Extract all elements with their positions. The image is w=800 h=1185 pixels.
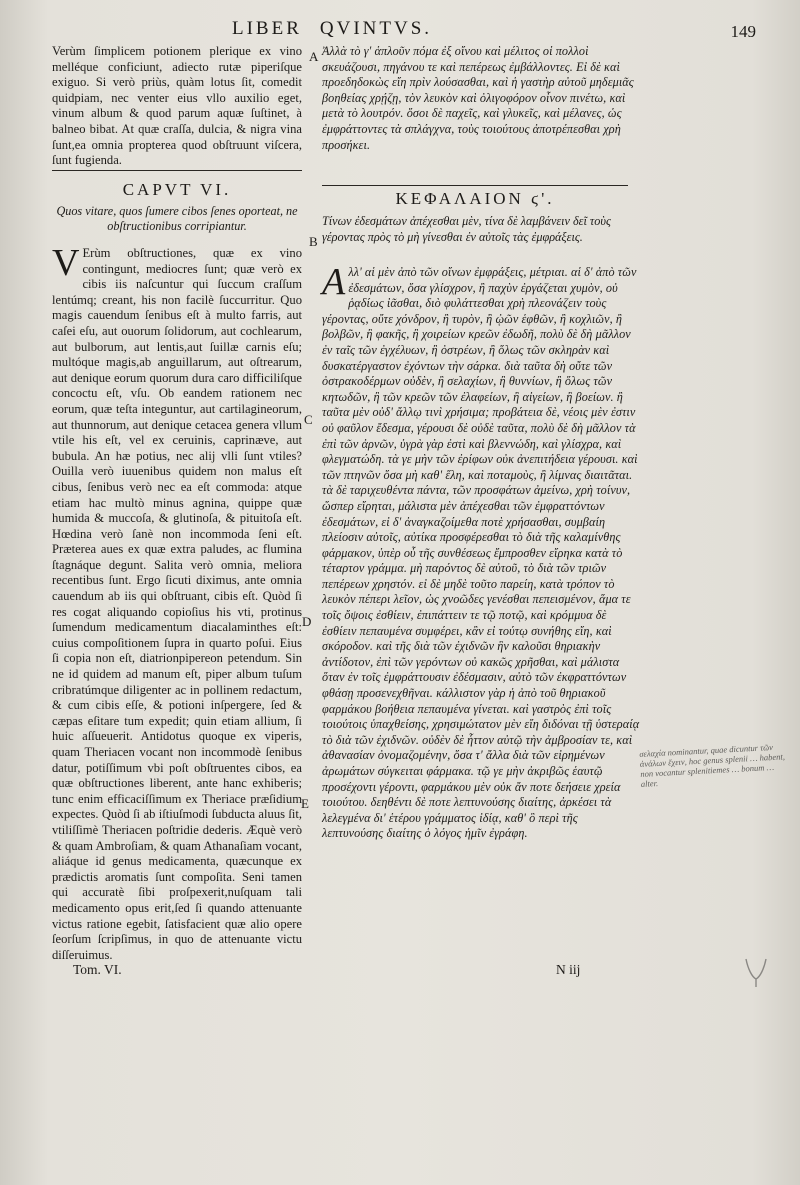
margin-letter-d: D	[302, 614, 312, 629]
greek-chapter-summary: Τίνων ἐδεσμάτων ἀπέχεσθαι μὲν, τίνα δὲ λαμβάνειν δεῖ τοὺς γέροντας πρὸς τὸ μὴ γίνεσθαι ἐν αὐτοῖς τὰς ἐμφράξεις.	[322, 214, 611, 244]
running-head-word2: QVINTVS.	[319, 18, 433, 39]
left-divider	[52, 170, 302, 171]
greek-top-text: Ἀλλὰ τὸ γ' ἁπλοῦν πόμα ἐξ οἴνου καὶ μέλιτος οἱ πολλοὶ σκευάζουσι, πηγάνου τε καὶ πεπέρεως ἐμβάλλοντες. Εἰ δὲ καὶ προεδηδοκὼς εἴη πρὶν λούσασθαι, καὶ ἡ γαστὴρ αὐτοῦ μηδεμιᾶς βοηθείας χρῄζῃ, τὸν λευκὸν καὶ ὀλιγοφόρον οἶνον πινέτω, καὶ μετὰ τὸ λουτρόν. ὅσοι δὲ παχεῖς, καὶ γλυκεῖς, καὶ μέλανες, ὡς ἐμφράττοντες τὰ σπλάγχνα, τοὺς τοιούτους ἀποτρέπεσθαι χρὴ προσήκει.	[322, 44, 634, 152]
latin-body-text: Erùm obſtructiones, quæ ex vino contingunt, mediocres ſunt; quæ verò ex cibis iis naſcuntur qui ſuccum craſſum lentúmq; creant, his non facilè ſuccurritur. Quo magis cauendum ſenibus eſt à multo farris, aut caſei eſu, aut ouorum ſolidorum, aut cochlearum, aut bulborum, aut lentis,aut ſuillæ carnis eſu; multóque magis,ab anguillarum, aut oſtrearum, aut denique eorum quorum dura caro difficiliſque concoctu eſt, vſu. Ob eandem rationem nec eorum, quæ teſta integuntur, aut cartilagineorum, aut thunnorum, aut denique cetacea genera vllum vtile his eſt, vel ex ceruinis, caprinæve, aut bubula. An hæ potius, nec alij vlli ſunt vtiles? Ouilla verò iuuenibus quidem non malus eſt cibus, ſenibus verò nec ea eſt commoda: atque etiam hac multò minus agnina, quippe quæ humida & muccoſa, & glutinoſa, & pituitoſa eſt. Hœdina verò ſanè non incommoda ſeni eſt. Præterea aues ex quæ extra paludes, ac flumina ſtagnáque degunt. Salita verò omnia, meliora recentibus ſunt. Ergo ſicuti diximus, ante omnia cauendum ab iis qui obſtruant, cibis eſt. Quòd ſi res cogat aliquando copioſius his vti, protinus ſumendum medicamentum diacalaminthes eſt: cuius compoſitionem ſupra in quarto poſui. Eius ſi copia non eſt, diatrionpipereon petendum. Sin ne id quidem ad manum eſt, piper album tuſum cribratúmque diligenter ac in pollinem redactum, & cum cibis eſſe, & potioni inſpergere, ſed & cæpas eſitare tum expedit; quin etiam allium, ſi huic aſſueuerit. Antidotus quoque ex viperis, quam Theriacen vocant non incommodè ſenibus datur, potiſſimum vbi poſt obſtruentes cibos, ea quæ obſtructiones liberent, ante hanc exhiberis; tunc enim efficaciſſimum ex Theriace præſidium expectes. Quòd ſi ab iſtiuſmodi ſubducta aluus ſit, vtiliſſimè Theriacen poſtridie dederis. Æquè verò & quam Ambroſiam, & quam Athanaſiam vocant, aliáque id genus medicamenta, quæcunque ex prædictis aromatis ſunt compoſita. Seni tamen qui accuratè ſibi proſpexerit,nuſquam tali medicamento opus erit,ſed ſi quando attenuante victus ratione egebit, ſatisfacient quæ alio opere ſeorſum ſcripſimus, in quo de attenuante victu diſſeruimus.	[52, 246, 302, 962]
page-number: 149	[730, 22, 756, 41]
margin-letter-b: B	[309, 234, 318, 249]
greek-chapter-heading: ΚΕΦΑΛΑΙΟΝ ϛ'.	[395, 189, 555, 208]
margin-letter-a: A	[309, 49, 319, 64]
greek-dropcap: Α	[322, 261, 346, 303]
margin-letter-e: E	[301, 796, 309, 811]
greek-body-text: λλ' αἱ μὲν ἀπὸ τῶν οἴνων ἐμφράξεις, μέτριαι. αἱ δ' ἀπὸ τῶν ἐδεσμάτων, ὅσα γλίσχρον, ἢ παχὺν ἐργάζεται χυμὸν, οὐ ῥᾳδίως ἰᾶσθαι, διὸ φυλάττεσθαι χρὴ πλεονάζειν τοὺς γέροντας, οὔτε χόνδρον, ἢ τυρὸν, ἢ ᾠῶν ἑφθῶν, ἢ κοχλιῶν, ἢ βολβῶν, ἢ φακῆς, ἢ χοιρείων κρεῶν ἐδωδῆ, πολὺ δὲ δὴ μᾶλλον ἐν ταῖς τῶν ἐγχέλυων, ἢ ὀστρέων, ἢ ὅλως τῶν σκληρὰν καὶ δυσκατέργαστον ἐχόντων τὴν σάρκα. διὰ ταῦτα δὴ οὔτε τῶν ὀστρακοδέρμων οὐδὲν, ἢ σελαχίων, ἢ θυννίων, ἢ ὅλως τῶν κητωδῶν, ἢ τῶν κρεῶν τῶν ἐλαφείων, ἢ αἰγείων, ἢ βοείων. ἢ ταῦτα μὲν οὐδ' ἄλλῳ τινὶ χρήσιμα; προβάτεια δὲ, νέοις μὲν ἐστιν οὐ φαῦλον ἔδεσμα, γέρουσι δὲ οὐδὲ ταῦτα, πολὺ δὲ δὴ μᾶλλον τὰ ἐπὶ τῶν ἀρνῶν, ὑγρὰ γὰρ ἐστὶ καὶ βλεννώδη, καὶ γλίσχρα, καὶ φλεγματώδη. τὰ γε μὴν τῶν ἐρίφων οὐκ ἀνεπιτήδεια γέρουσι. καὶ τῶν πτηνῶν ὅσα μὴ καθ' ἕλη, καὶ ποταμοὺς, ἢ λίμνας διαιτᾶται. τὰ δὲ ταριχευθέντα πάντα, τῶν προσφάτων ἀμείνω, χρὴ τοίνυν, ὥσπερ εἴρηται, μάλιστα μὲν ἀπέχεσθαι τῶν ἐμφραττόντων ἐδεσμάτων, εἰ δ' ἀναγκαζοίμεθα ποτὲ χρήσασθαι, συμβαίη πλείοσιν αὐτοῖς, αὐτίκα προσφέρεσθαι τὸ διὰ τῆς καλαμίνθης φάρμακον, ὑπὲρ οὗ τῆς συνθέσεως ἔμπροσθεν εἴρηκα κατὰ τὸ τέταρτον γράμμα. μὴ παρόντος δὲ αὐτοῦ, τὸ διὰ τῶν τριῶν πεπέρεων χρηστόν. εἰ δὲ μηδὲ τοῦτο παρείη, κατὰ τρόπον τὸ λευκὸν πέπερι λεῖον, ὡς χνοῶδες γενέσθαι πεπεισμένον, ἅμα τε τοῖς ὄψοις ἐσθίειν, ἐπιπάττειν τε τῷ ποτῷ, καὶ κρόμμυα δὲ ἐσθίειν πεπαυμένα συμφέρει, κἂν εἰ τούτῳ συνήθης εἴη, καὶ σκόροδον. καὶ τῆς διὰ τῶν ἐχιδνῶν ἣν καλοῦσι θηριακὴν ἀντίδοτον, ἐπὶ τῶν γερόντων οὐ κακῶς χρῆσθαι, καὶ μάλιστα ὅταν ἐν τοῖς ἐμφράττουσιν ἐδέσμασιν, αὐτὸ τῶν ἐκφραττόντων φθάσῃ προσενεχθῆναι. κάλλιστον γὰρ ἡ ἀπὸ τοῦ θηριακοῦ φαρμάκου βοήθεια πεπαυμένα γίνεται. καὶ γαστρὸς ἐπὶ τοῖς τοιούτοις ὑπαχθείσης, χρησιμώτατον μὲν εἴη διδόναι τῇ ὑστεραίᾳ τὸ διὰ τῶν ἐχιδνῶν. οὐδὲν δὲ ἧττον αὐτῷ τὴν ἀμβροσίαν τε, καὶ ἀθανασίαν ὀνομαζομένην, ὅσα τ' ἄλλα διὰ τῶν εἰρημένων ἀρωμάτων σύγκειται φάρμακα. τῷ γε μὴν ἀκριβῶς ἑαυτῷ προσέχοντι γέροντι, φαρμάκου μὲν οὐκ ἄν ποτε δεήσειε χρεία τοιούτου. δεηθέντι δὲ ποτε λεπτυνούσης διαίτης, ἀρκέσει τὰ λελεγμένα δι' ἑτέρου γράμματος ἰδίᾳ, καθ' ὃ περὶ τῆς λεπτυνούσης διαίτης ὁ λόγος ἡμῖν ἐγράφη.	[322, 265, 640, 841]
latin-dropcap: V	[52, 242, 80, 284]
pencil-mark	[742, 955, 770, 989]
volume-footer: Tom. VI.	[73, 962, 122, 977]
latin-top-paragraph	[52, 44, 302, 166]
greek-top-paragraph	[322, 44, 640, 168]
latin-chapter-heading: CAPVT VI.	[122, 180, 232, 199]
right-divider	[322, 185, 628, 186]
running-head-word1: LIBER	[232, 18, 302, 39]
running-head	[232, 18, 432, 40]
latin-top-text: Verùm ſimplicem potionem plerique ex vino melléque conficiunt, adiecto rutæ piperiſque exiguo. Si verò priùs, quàm lotus ſit, comedit quidpiam, nec venter eius vllo auxilio eget, vinum album & quod parum aquæ ſuſtinet, à balneo bibat. At quæ craſſa, dulcia, & nigra vina ſunt,ea omnia propterea quod obſtruunt viſcera, ſunt fugienda.	[52, 44, 302, 168]
margin-letter-c: C	[304, 412, 313, 427]
latin-body	[52, 242, 302, 962]
greek-body	[322, 261, 640, 929]
handwritten-annotation: σελαχία nominantur, quae dicuntur τῶν ἀνάλων ἔχειν, hoc genus splenii … habent, non vocantur splenitiemes … bonum … alter.	[639, 741, 786, 789]
signature-mark: N iij	[556, 962, 581, 977]
latin-chapter-summary: Quos vitare, quos ſumere cibos ſenes oporteat, ne obſtructionibus corripiantur.	[56, 204, 298, 233]
